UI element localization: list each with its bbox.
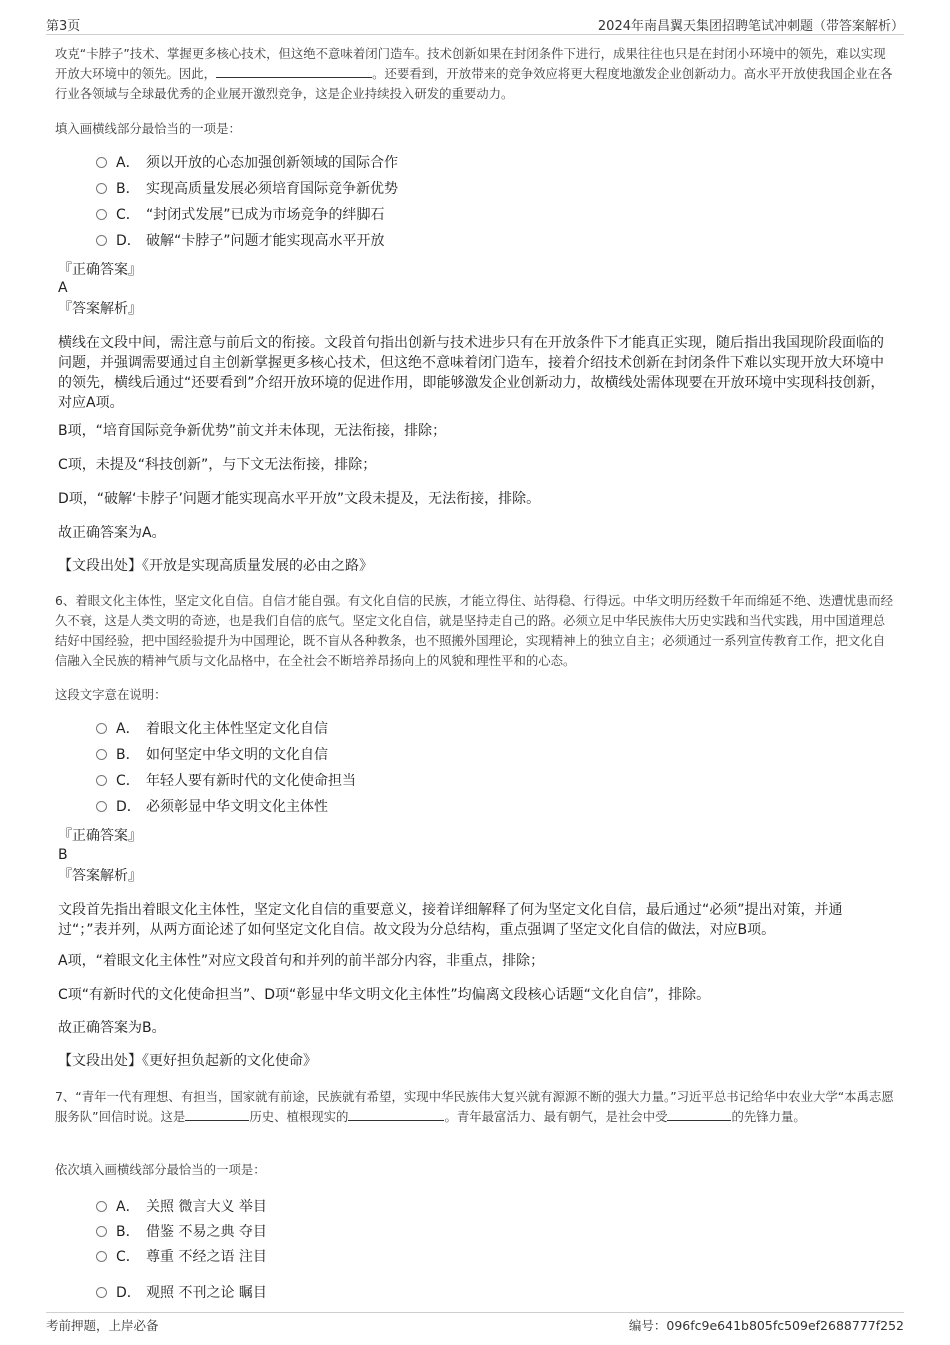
q6-option-c[interactable]: C． 年轻人要有新时代的文化使命担当 (96, 771, 356, 791)
q5-analysis-b: B项，“培育国际竞争新优势”前文并未体现，无法衔接，排除； (58, 423, 447, 439)
radio-icon[interactable] (96, 157, 107, 168)
q6-prompt: 这段文字意在说明： (55, 687, 167, 702)
q6-option-b[interactable]: B． 如何坚定中华文明的文化自信 (96, 745, 328, 765)
q7-blank-2 (348, 1108, 444, 1121)
q5-answer-label: 『正确答案』 (58, 262, 142, 278)
q6-answer: B (58, 847, 68, 863)
q7-passage: 7、“青年一代有理想、有担当，国家就有前途，民族就有希望，实现中华民族伟大复兴就有源源不断的强大力量。”习近平总书记给华中农业大学“本禹志愿服务队”回信时说。这是 历史、植根现实的 。青年最富活力、最有朝气，是社会中受 的先锋力量。 (55, 1089, 894, 1124)
q7-option-d[interactable]: D． 观照 不刊之论 瞩目 (96, 1283, 267, 1303)
page-header (46, 12, 904, 35)
radio-icon[interactable] (96, 775, 107, 786)
page-footer (46, 1312, 904, 1333)
q7-blank-3 (667, 1108, 731, 1121)
q6-passage: 6、着眼文化主体性，坚定文化自信。自信才能自强。有文化自信的民族，才能立得住、站得稳、行得远。中华文明历经数千年而绵延不绝、迭遭忧患而经久不衰，这是人类文明的奇迹，也是我们自信的底气。坚定文化自信，就是坚持走自己的路。必须立足中华民族伟大历史实践和当代实践，用中国道理总结好中国经验，把中国经验提升为中国理论，既不盲从各种教条，也不照搬外国理论，实现精神上的独立自主；必须通过一系列宣传教育工作，把文化自信融入全民族的精神气质与文化品格中，在全社会不断培养昂扬向上的风貌和理性平和的心态。 (55, 593, 894, 668)
q7-blank-1 (185, 1108, 249, 1121)
document-title: 2024年南昌翼天集团招聘笔试冲刺题（带答案解析） (597, 19, 904, 34)
q5-analysis-c: C项，未提及“科技创新”，与下文无法衔接，排除； (58, 457, 377, 473)
q7-option-a[interactable]: A． 关照 微言大义 举目 (96, 1197, 267, 1217)
radio-icon[interactable] (96, 1226, 107, 1237)
q6-analysis-a: A项，“着眼文化主体性”对应文段首句和并列的前半部分内容，非重点，排除； (58, 953, 545, 969)
q6-option-a[interactable]: A． 着眼文化主体性坚定文化自信 (96, 719, 328, 739)
radio-icon[interactable] (96, 209, 107, 220)
q5-analysis-main: 横线在文段中间，需注意与前后文的衔接。文段首句指出创新与技术进步只有在开放条件下才能真正实现，随后指出我国现阶段面临的问题，并强调需要通过自主创新掌握更多核心技术，但这绝不意味着闭门造车，接着介绍技术创新在封闭条件下难以实现开放大环境中的领先，横线后通过“还要看到”介绍开放环境的促进作用，即能够激发企业创新动力，故横线处需体现要在开放环境中实现科技创新，对应A项。 (58, 335, 885, 411)
radio-icon[interactable] (96, 723, 107, 734)
q5-analysis-label: 『答案解析』 (58, 301, 142, 317)
radio-icon[interactable] (96, 1287, 107, 1298)
q5-answer: A (58, 280, 68, 296)
footer-slogan: 考前押题，上岸必备 (46, 1318, 159, 1333)
radio-icon[interactable] (96, 235, 107, 246)
q6-analysis-main: 文段首先指出着眼文化主体性，坚定文化自信的重要意义，接着详细解释了何为坚定文化自信，最后通过“必须”提出对策，并通过“；”表并列，从两方面论述了如何坚定文化自信。故文段为分总结构，重点强调了坚定文化自信的做法，对应B项。 (58, 902, 843, 938)
q5-option-d[interactable]: D． 破解“卡脖子”问题才能实现高水平开放 (96, 231, 385, 251)
q5-passage: 攻克“卡脖子”技术、掌握更多核心技术，但这绝不意味着闭门造车。技术创新如果在封闭条件下进行，成果往往也只是在封闭小环境中的领先，难以实现开放大环境中的领先。因此， 。还要看到，开放带来的竞争效应将更大程度地激发企业创新动力。高水平开放使我国企业在各行业各领域与全球最优秀的企业展开激烈竞争，这是企业持续投入研发的重要动力。 (55, 46, 893, 101)
page-number: 第3页 (46, 19, 81, 34)
document-id: 编号：096fc9e641b805fc509ef2688777f252 (628, 1318, 904, 1333)
q5-analysis-conclusion: 故正确答案为A。 (58, 525, 166, 541)
q5-option-c[interactable]: C． “封闭式发展”已成为市场竞争的绊脚石 (96, 205, 385, 225)
q7-prompt: 依次填入画横线部分最恰当的一项是： (55, 1162, 266, 1177)
q5-prompt: 填入画横线部分最恰当的一项是： (55, 121, 241, 136)
q6-analysis-cd: C项“有新时代的文化使命担当”、D项“彰显中华文明文化主体性”均偏离文段核心话题“文化自信”，排除。 (58, 987, 711, 1003)
q7-option-c[interactable]: C． 尊重 不经之语 注目 (96, 1247, 267, 1267)
radio-icon[interactable] (96, 1251, 107, 1262)
q6-answer-label: 『正确答案』 (58, 828, 142, 844)
q6-analysis-conclusion: 故正确答案为B。 (58, 1020, 166, 1036)
radio-icon[interactable] (96, 1201, 107, 1212)
q5-option-a[interactable]: A． 须以开放的心态加强创新领域的国际合作 (96, 153, 398, 173)
radio-icon[interactable] (96, 749, 107, 760)
q5-option-b[interactable]: B． 实现高质量发展必须培育国际竞争新优势 (96, 179, 398, 199)
q6-analysis-label: 『答案解析』 (58, 868, 142, 884)
q5-source: 【文段出处】《开放是实现高质量发展的必由之路》 (58, 558, 373, 574)
radio-icon[interactable] (96, 183, 107, 194)
q5-blank (216, 65, 372, 78)
q6-option-d[interactable]: D． 必须彰显中华文明文化主体性 (96, 797, 328, 817)
q5-analysis-d: D项，“破解‘卡脖子’问题才能实现高水平开放”文段未提及，无法衔接，排除。 (58, 491, 541, 507)
q6-source: 【文段出处】《更好担负起新的文化使命》 (58, 1053, 317, 1069)
radio-icon[interactable] (96, 801, 107, 812)
q7-option-b[interactable]: B． 借鉴 不易之典 夺目 (96, 1222, 267, 1242)
